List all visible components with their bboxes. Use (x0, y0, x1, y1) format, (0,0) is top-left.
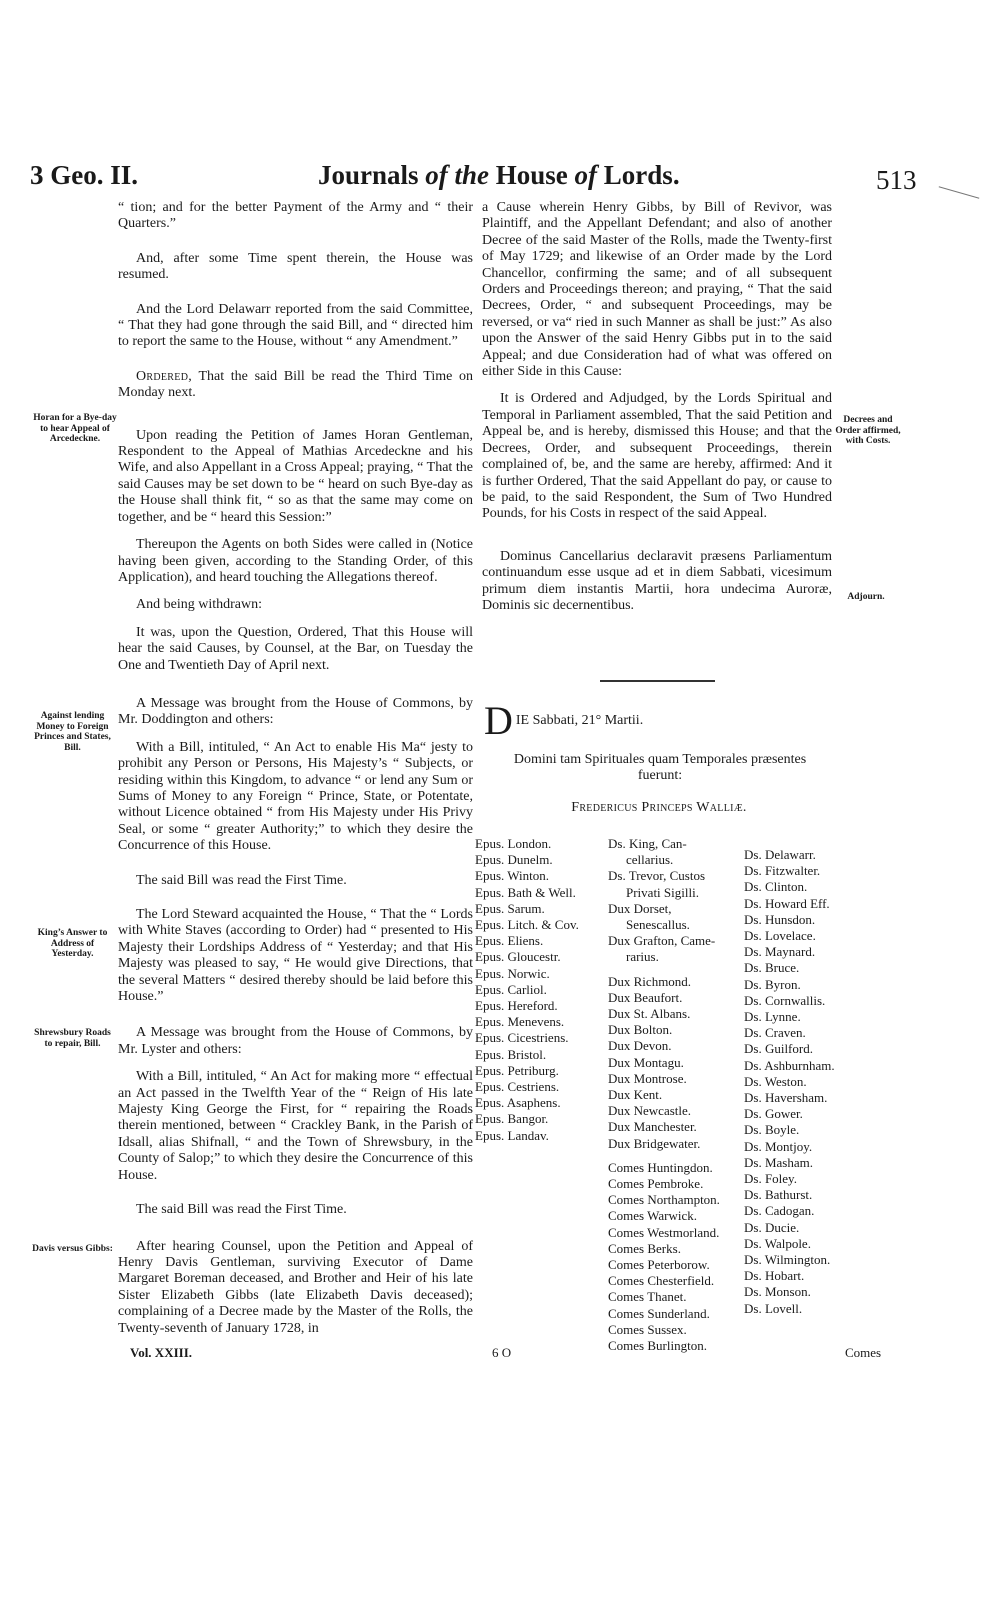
baron: Ds. Monson. (744, 1284, 811, 1300)
baron: Ds. Craven. (744, 1025, 806, 1041)
bishop: Epus. Winton. (475, 868, 549, 884)
margin-note: Shrewsbury Roads to repair, Bill. (34, 1028, 111, 1049)
page-number: 513 (876, 165, 917, 195)
title-journals: Journals (318, 160, 419, 190)
earl: Comes Huntingdon. (608, 1159, 713, 1175)
baron: Ds. Boyle. (744, 1122, 800, 1138)
bishop: Epus. London. (475, 836, 552, 851)
section-divider (600, 680, 715, 682)
paragraph: It is Ordered and Adjudged, by the Lords Spiritual and Temporal in Parliament assembled, That the said Petition and Appeal be, and is hereby, dismissed this House; and that the Decrees, Order, and subsequent Proceedings, therein complained of, be, and the same are hereby, affirmed: And it is further Ordered, That the said Appellant do pay, or cause to be paid, to the said Respondent, the Sum of Two Hundred Pounds, for his Costs in respect of the said Appeal. (482, 391, 832, 522)
bishop: Epus. Dunelm. (475, 852, 553, 868)
prince-of-wales: Fredericus Princeps Walliæ. (571, 800, 747, 815)
paragraph: It was, upon the Question, Ordered, That this House will hear the said Causes, by Counsel, at the Bar, on Tuesday the One and Twentieth Day of April next. (118, 624, 473, 673)
duke: Dux Manchester. (608, 1119, 697, 1135)
baron: Ds. Ducie. (744, 1219, 800, 1235)
bishop: Epus. Asaphens. (475, 1095, 561, 1111)
duke: Dux Montrose. (608, 1070, 687, 1086)
earl: Comes Westmorland. (608, 1224, 720, 1240)
bishop: Epus. Cicestriens. (475, 1030, 569, 1046)
baron: Ds. Weston. (744, 1073, 807, 1089)
catchword: Comes (845, 1345, 882, 1360)
baron: Ds. Foley. (744, 1171, 797, 1187)
earl: Comes Thanet. (608, 1289, 687, 1305)
bishop: Epus. Sarum. (475, 900, 545, 916)
bishop: Epus. Bangor. (475, 1111, 549, 1127)
earl: Comes Sussex. (608, 1321, 687, 1337)
paragraph: The Lord Steward acquainted the House, “ That the “ Lords with White Staves (according to Order) had “ presented to His Majesty their Lordships Address of “ Yesterday; and that His Majesty was pleased to say, “ He would give Directions, that the several Matters “ desired thereby should be laid before this House.” (118, 907, 473, 1005)
duke: Dux Devon. (608, 1038, 672, 1054)
duke: Dux Newcastle. (608, 1103, 692, 1119)
paragraph: With a Bill, intituled, “ An Act to enable His Ma“ jesty to prohibit any Person or Persons, His Majesty’s “ Subjects, or residing within this Kingdom, to advance “ or lend any Sum or Sums of Money to any Foreign “ Prince, State, or Potentate, without Licence obtained “ from His Majesty under His Privy Seal, or some “ greater Authority;” to which they desire the Concurrence of this House. (118, 739, 473, 854)
great-officer: Dux Grafton, Came- (608, 933, 716, 949)
baron: Ds. Bruce. (744, 960, 800, 976)
baron: Ds. Clinton. (744, 879, 808, 895)
paragraph: The said Bill was read the First Time. (136, 1202, 347, 1218)
baron: Ds. Fitzwalter. (744, 863, 821, 879)
margin-note: King’s Answer to Address of Yesterday. (37, 928, 108, 959)
date-text: IE Sabbati, 21° Martii. (515, 713, 644, 728)
great-officer: Privati Sigilli. (626, 884, 699, 900)
right-column (482, 200, 832, 625)
lords-present-heading: Domini tam Spirituales quam Temporales præsentes fuerunt: (513, 752, 807, 783)
duke: Dux Kent. (608, 1087, 663, 1103)
baron: Ds. Walpole. (744, 1235, 811, 1251)
great-officer: Senescallus. (626, 917, 690, 933)
baron: Ds. Cornwallis. (744, 992, 826, 1008)
running-head-title (318, 160, 680, 191)
earl: Comes Peterborow. (608, 1257, 710, 1273)
great-officer: Ds. Trevor, Custos (608, 868, 706, 884)
title-of-the: of the (425, 160, 490, 190)
bishop: Epus. Bristol. (475, 1046, 547, 1062)
paragraph: Thereupon the Agents on both Sides were called in (Notice having been given, according to the Standing Order, of this Application), and heard touching the Allegations thereof. (118, 537, 473, 585)
sitting-date (484, 698, 834, 743)
bishop: Epus. Eliens. (475, 933, 544, 949)
duke: Dux Richmond. (608, 973, 692, 989)
margin-note: Davis versus Gibbs: (32, 1244, 113, 1254)
bishop: Epus. Landav. (475, 1127, 549, 1143)
paragraph: After hearing Counsel, upon the Petition and Appeal of Henry Davis Gentleman, surviving Executor of Dame Margaret Boreman deceased, and Brother and Heir of his late Sister Elizabeth Gibbs (late Elizabeth Davis deceased); complaining of a Decree made by the Master of the Rolls, the Twenty-seventh of January 1728, in (118, 1238, 473, 1336)
title-house: House (495, 160, 568, 190)
baron: Ds. Ashburnham. (744, 1057, 835, 1073)
bishop: Epus. Menevens. (475, 1014, 565, 1030)
great-officer: Ds. King, Can- (608, 836, 687, 851)
paragraph: With a Bill, intituled, “ An Act for making more “ effectual an Act passed in the Twelfth Year of the “ Reign of His late Majesty King George the First, for “ repairing the Roads therein mentioned, between “ Crackley Bank, in the Parish of Idsall, alias Shifnall, “ and the Town of Shrewsbury, in the County of Salop;” to which they desire the Concurrence of this House. (118, 1069, 473, 1183)
duke: Dux Bolton. (608, 1022, 673, 1038)
baron: Ds. Delawarr. (744, 847, 816, 862)
great-officer: Dux Dorset, (608, 900, 672, 916)
baron: Ds. Montjoy. (744, 1138, 813, 1154)
bishop: Epus. Hereford. (475, 998, 558, 1014)
baron: Ds. Haversham. (744, 1090, 828, 1106)
baron: Ds. Lovell. (744, 1300, 803, 1316)
officers-dukes-earls-list (608, 836, 720, 1354)
bishop: Epus. Carliol. (475, 981, 547, 997)
list-spacer (608, 1152, 720, 1160)
margin-note: Horan for a Bye-day to hear Appeal of Arcedeckne. (33, 413, 117, 444)
margin-note: Against lending Money to Foreign Princes and States, Bill. (34, 711, 111, 753)
paragraph: a Cause wherein Henry Gibbs, by Bill of Revivor, was Plaintiff, and the Appellant Defendant; and also of another Decree of the said Master of the Rolls, made the Twenty-first of May 1729; and likewise of an Order made by the Lord Chancellor, confirming the same; and of all subsequent Orders and Proceedings thereon; and praying, “ That the said Decrees, Order, “ and subsequent Proceedings, may be reversed, or va“ ried in such Manner as shall be just:” As also upon the Answer of the said Henry Gibbs put in to the said Appeal; and due Consideration had of what was offered on either Side in this Cause: (482, 200, 832, 380)
paragraph: Upon reading the Petition of James Horan Gentleman, Respondent to the Appeal of Mathias Arcedeckne and his Wife, and also Appellant in a Cross Appeal; praying, “ That the said Causes may be set down to be “ heard on such Bye-day as the House shall think fit, “ so as that the same may come on together, and be “ heard this Session:” (118, 427, 473, 525)
earl: Comes Warwick. (608, 1208, 697, 1224)
bishop: Epus. Petriburg. (475, 1062, 559, 1078)
baron: Ds. Howard Eff. (744, 895, 830, 911)
earl: Comes Pembroke. (608, 1176, 704, 1192)
earl: Comes Burlington. (608, 1338, 707, 1354)
margin-note: Adjourn. (847, 592, 885, 602)
bishops-list (475, 836, 579, 1144)
margin-pen-stroke (939, 186, 980, 199)
paragraph (118, 369, 473, 402)
signature-mark: 6 O (492, 1345, 512, 1360)
title-lords: Lords. (603, 160, 680, 190)
duke: Dux Bridgewater. (608, 1135, 701, 1151)
left-column (118, 200, 473, 1348)
duke: Dux St. Albans. (608, 1006, 691, 1022)
paragraph: A Message was brought from the House of Commons, by Mr. Doddington and others: (118, 695, 473, 728)
running-head-regnal-year: 3 Geo. II. (30, 160, 138, 190)
baron: Ds. Byron. (744, 976, 801, 992)
paragraph: And, after some Time spent therein, the House was resumed. (118, 250, 473, 283)
title-of: of (574, 160, 598, 190)
paragraph: And the Lord Delawarr reported from the said Committee, “ That they had gone through the said Bill, and “ directed him to report the same to the House, without “ any Amendment.” (118, 301, 473, 350)
earl: Comes Northampton. (608, 1192, 720, 1208)
baron: Ds. Maynard. (744, 944, 816, 960)
ordered-text: That the said Bill be read the Third Time on Monday next. (118, 368, 473, 401)
margin-note: Decrees and Order affirmed, with Costs. (835, 415, 901, 446)
earl: Comes Berks. (608, 1240, 681, 1256)
paragraph: “ tion; and for the better Payment of the Army and “ their Quarters.” (118, 200, 473, 232)
baron: Ds. Masham. (744, 1154, 813, 1170)
barons-list (744, 847, 835, 1317)
paragraph: And being withdrawn: (136, 597, 262, 613)
bishop: Epus. Norwic. (475, 965, 550, 981)
paragraph: Dominus Cancellarius declaravit præsens Parliamentum continuandum esse usque ad et in diem Sabbati, vicesimum primum diem instantis Martii, hora undecima Auroræ, Dominis sic decernentibus. (482, 548, 832, 613)
bishop: Epus. Cestriens. (475, 1079, 560, 1095)
earl: Comes Sunderland. (608, 1305, 710, 1321)
list-spacer (608, 966, 720, 974)
baron: Ds. Hobart. (744, 1268, 805, 1284)
baron: Ds. Wilmington. (744, 1252, 831, 1268)
paragraph: A Message was brought from the House of Commons, by Mr. Lyster and others: (118, 1025, 473, 1057)
baron: Ds. Lynne. (744, 1009, 801, 1025)
drop-cap: D (484, 698, 513, 743)
baron: Ds. Bathurst. (744, 1187, 813, 1203)
great-officer: cellarius. (626, 852, 674, 868)
bishop: Epus. Gloucestr. (475, 949, 561, 965)
great-officer: rarius. (626, 949, 659, 965)
baron: Ds. Guilford. (744, 1041, 813, 1057)
ordered-lead: Ordered, (136, 368, 193, 384)
volume-mark: Vol. XXIII. (130, 1345, 193, 1360)
baron: Ds. Hunsdon. (744, 911, 816, 927)
earl: Comes Chesterfield. (608, 1273, 715, 1289)
paragraph: The said Bill was read the First Time. (136, 872, 347, 888)
duke: Dux Beaufort. (608, 989, 683, 1005)
bishop: Epus. Litch. & Cov. (475, 917, 579, 933)
baron: Ds. Lovelace. (744, 928, 816, 944)
baron: Ds. Cadogan. (744, 1203, 815, 1219)
bishop: Epus. Bath & Well. (475, 884, 576, 900)
baron: Ds. Gower. (744, 1106, 803, 1122)
duke: Dux Montagu. (608, 1054, 684, 1070)
